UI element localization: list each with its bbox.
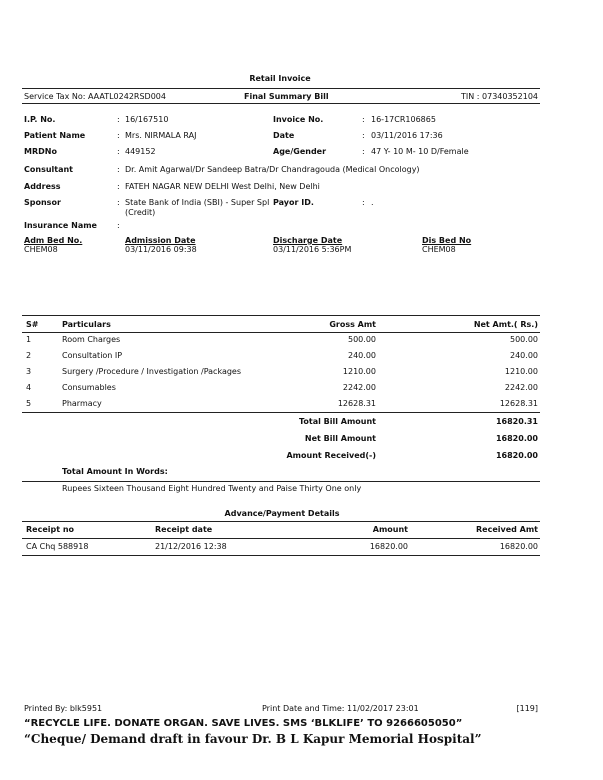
row-sn: 4 <box>26 383 32 392</box>
row-gross: 2242.00 <box>342 383 376 392</box>
payment-amount: 16820.00 <box>369 542 408 551</box>
row-gross: 1210.00 <box>342 367 376 376</box>
row-sn: 3 <box>26 367 32 376</box>
patient-name-value: Mrs. NIRMALA RAJ <box>125 131 197 140</box>
row-net: 2242.00 <box>504 383 538 392</box>
invoice-colon: : <box>362 115 365 124</box>
bill-table-header-rule <box>22 332 540 333</box>
age-gender-value: 47 Y- 10 M- 10 D/Female <box>371 147 469 156</box>
tin-number: TIN : 07340352104 <box>461 92 538 101</box>
adm-bed-label: Adm Bed No. <box>24 236 83 245</box>
dis-bed-value: CHEM08 <box>422 245 456 254</box>
address-label: Address <box>24 182 61 191</box>
address-value: FATEH NAGAR NEW DELHI West Delhi, New Delhi <box>125 182 320 191</box>
payment-col-amount: Amount <box>372 525 408 534</box>
row-particular: Room Charges <box>62 335 121 344</box>
patient-name-colon: : <box>117 131 120 140</box>
sponsor-colon: : <box>117 198 120 207</box>
ip-value: 16/167510 <box>125 115 169 124</box>
net-bill-value: 16820.00 <box>495 434 538 443</box>
discharge-date-value: 03/11/2016 5:36PM <box>273 245 352 254</box>
sponsor-value-line1: State Bank of India (SBI) - Super Spl <box>125 198 270 207</box>
row-gross: 240.00 <box>348 351 376 360</box>
payment-col-receipt-date: Receipt date <box>155 525 213 534</box>
amount-received-label: Amount Received(-) <box>286 451 376 460</box>
date-label: Date <box>273 131 295 140</box>
adm-bed-value: CHEM08 <box>24 245 58 254</box>
total-bill-label: Total Bill Amount <box>299 417 376 426</box>
insurance-name-colon: : <box>117 221 120 230</box>
amount-received-value: 16820.00 <box>495 451 538 460</box>
row-particular: Consumables <box>62 383 116 392</box>
header-top-rule <box>22 88 540 89</box>
mrd-label: MRDNo <box>24 147 57 156</box>
mrd-value: 449152 <box>125 147 156 156</box>
bill-col-net: Net Amt.( Rs.) <box>473 320 538 329</box>
payment-table-header-rule <box>22 538 540 539</box>
invoice-label: Invoice No. <box>273 115 324 124</box>
date-value: 03/11/2016 17:36 <box>371 131 443 140</box>
mrd-colon: : <box>117 147 120 156</box>
address-colon: : <box>117 182 120 191</box>
row-gross: 12628.31 <box>337 399 376 408</box>
payment-received: 16820.00 <box>499 542 538 551</box>
row-sn: 1 <box>26 335 32 344</box>
organ-donation-slogan: “RECYCLE LIFE. DONATE ORGAN. SAVE LIVES. SMS ‘BLKLIFE’ TO 9266605050” <box>24 718 463 729</box>
payment-table-top-rule <box>22 521 540 522</box>
age-gender-colon: : <box>362 147 365 156</box>
sponsor-label: Sponsor <box>24 198 61 207</box>
row-net: 240.00 <box>510 351 538 360</box>
invoice-value: 16-17CR106865 <box>371 115 436 124</box>
payment-receipt-date: 21/12/2016 12:38 <box>155 542 227 551</box>
row-net: 12628.31 <box>499 399 538 408</box>
ip-label: I.P. No. <box>24 115 56 124</box>
print-date-time: Print Date and Time: 11/02/2017 23:01 <box>262 704 419 713</box>
payment-col-received: Received Amt <box>476 525 538 534</box>
row-particular: Consultation IP <box>62 351 123 360</box>
cheque-instruction: “Cheque/ Demand draft in favour Dr. B L Kapur Memorial Hospital” <box>24 732 482 746</box>
age-gender-label: Age/Gender <box>273 147 327 156</box>
net-bill-label: Net Bill Amount <box>304 434 376 443</box>
row-gross: 500.00 <box>348 335 376 344</box>
insurance-name-label: Insurance Name <box>24 221 97 230</box>
printed-by: Printed By: blk5951 <box>24 704 103 713</box>
header-bottom-rule <box>22 103 540 104</box>
admission-date-label: Admission Date <box>125 236 196 245</box>
row-net: 1210.00 <box>504 367 538 376</box>
bill-table-top-rule <box>22 315 540 316</box>
row-sn: 2 <box>26 351 32 360</box>
consultant-colon: : <box>117 165 120 174</box>
payor-id-value: . <box>371 198 374 207</box>
payment-col-receipt-no: Receipt no <box>26 525 75 534</box>
bill-col-particulars: Particulars <box>62 320 111 329</box>
admission-date-value: 03/11/2016 09:38 <box>125 245 197 254</box>
payor-id-label: Payor ID. <box>273 198 314 207</box>
row-net: 500.00 <box>510 335 538 344</box>
bill-col-sn: S# <box>26 320 39 329</box>
payment-details-title: Advance/Payment Details <box>224 509 340 518</box>
row-particular: Surgery /Procedure / Investigation /Packages <box>62 367 242 376</box>
total-bill-value: 16820.31 <box>495 417 538 426</box>
payment-table-bottom-rule <box>22 555 540 556</box>
payor-id-colon: : <box>362 198 365 207</box>
invoice-title: Retail Invoice <box>249 74 311 83</box>
sponsor-value-line2: (Credit) <box>125 208 156 217</box>
service-tax-number: Service Tax No: AAATL0242RSD004 <box>24 92 166 101</box>
date-colon: : <box>362 131 365 140</box>
patient-name-label: Patient Name <box>24 131 86 140</box>
payment-receipt-no: CA Chq 588918 <box>26 542 89 551</box>
ip-colon: : <box>117 115 120 124</box>
page-number: [119] <box>516 704 538 713</box>
bill-col-gross: Gross Amt <box>329 320 376 329</box>
bill-subtitle: Final Summary Bill <box>244 92 329 101</box>
amount-in-words-label: Total Amount In Words: <box>62 467 168 476</box>
amount-in-words-value: Rupees Sixteen Thousand Eight Hundred Twenty and Paise Thirty One only <box>62 484 362 493</box>
words-rule <box>22 481 540 482</box>
bill-table-bottom-rule <box>22 412 540 413</box>
row-particular: Pharmacy <box>62 399 102 408</box>
discharge-date-label: Discharge Date <box>273 236 343 245</box>
consultant-label: Consultant <box>24 165 74 174</box>
consultant-value: Dr. Amit Agarwal/Dr Sandeep Batra/Dr Chandragouda (Medical Oncology) <box>125 165 420 174</box>
dis-bed-label: Dis Bed No <box>422 236 472 245</box>
row-sn: 5 <box>26 399 32 408</box>
